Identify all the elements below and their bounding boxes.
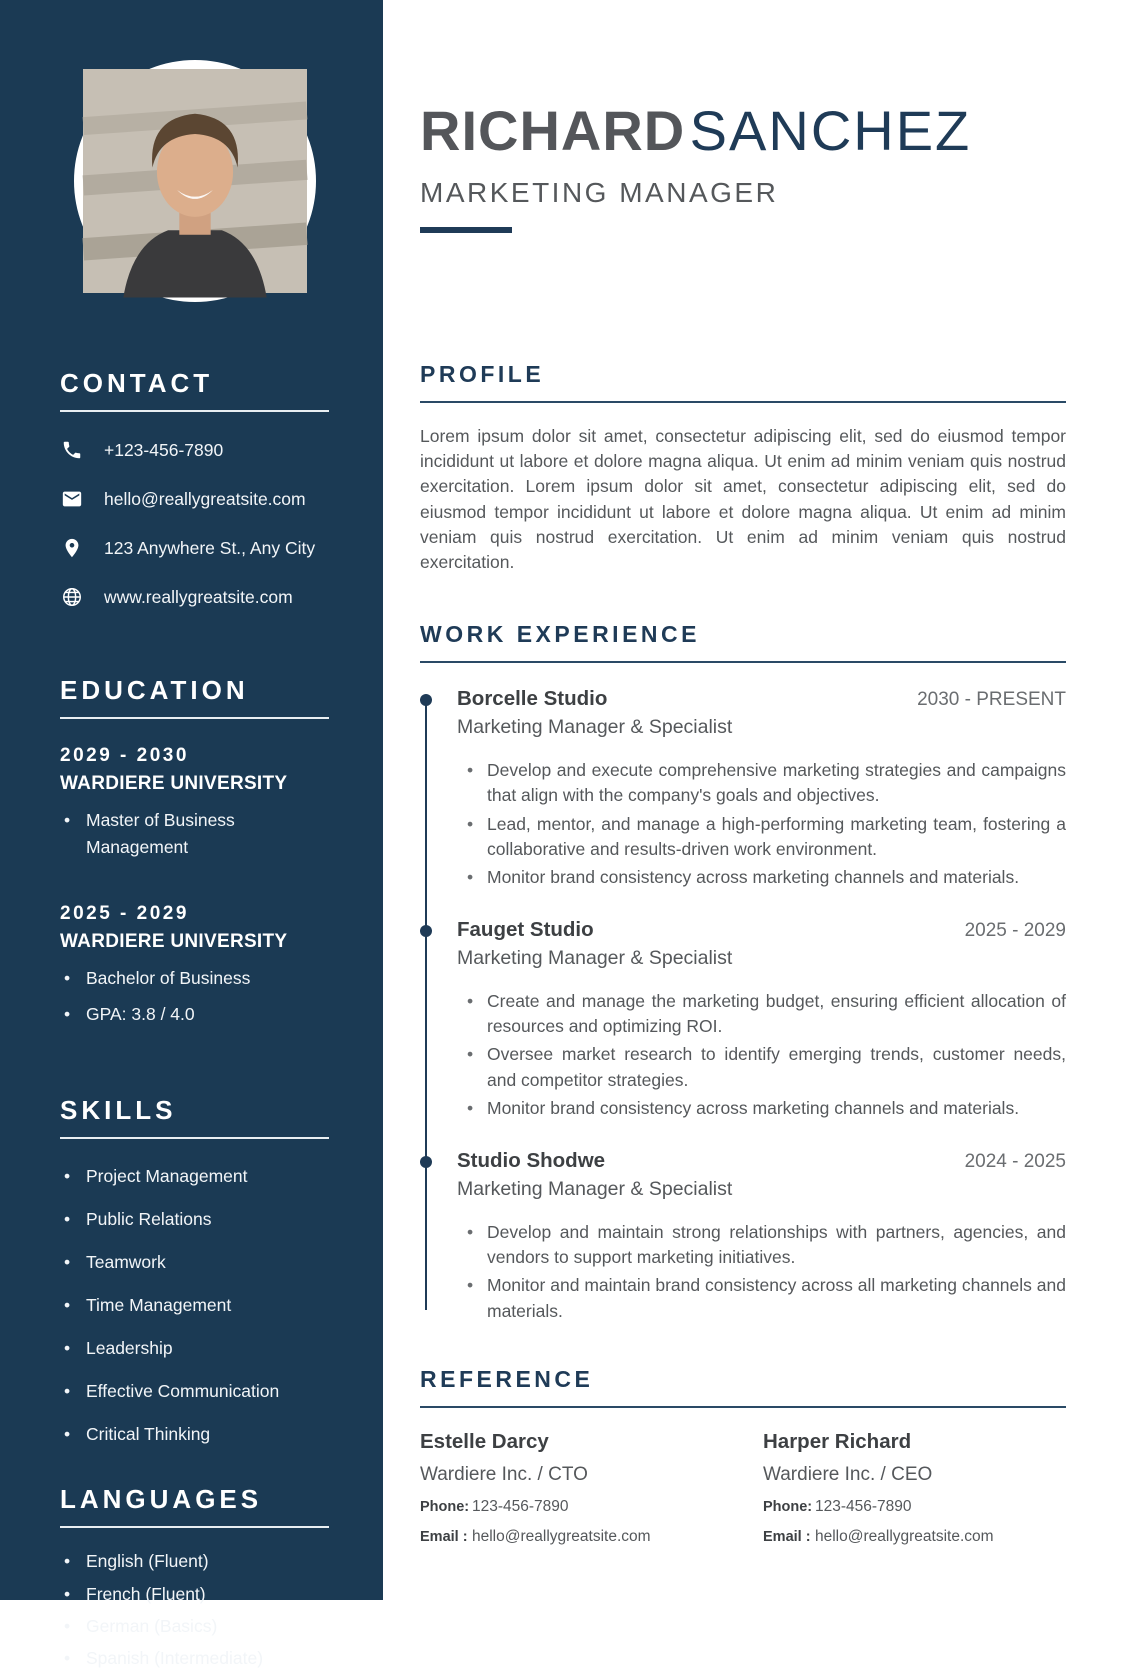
education-entry: [60, 745, 329, 861]
contact-address: 123 Anywhere St., Any City: [104, 537, 316, 558]
job-header: [457, 918, 1066, 942]
contact-row-phone: [60, 438, 329, 462]
reference-person: [763, 1430, 1066, 1546]
job-dates: 2024 - 2025: [964, 1151, 1066, 1172]
education-years: 2025 - 2029: [60, 903, 189, 925]
job-role: Marketing Manager & Specialist: [457, 1178, 733, 1200]
job-role: Marketing Manager & Specialist: [457, 716, 733, 739]
full-name: [420, 98, 1066, 163]
reference-name: Estelle Darcy: [420, 1429, 549, 1453]
company-name: Fauget Studio: [457, 918, 594, 942]
languages-rule: [60, 1526, 329, 1528]
job-bullets: [457, 1220, 1066, 1324]
reference-email-row: [763, 1528, 1066, 1546]
phone-value: 123-456-7890: [815, 1497, 912, 1515]
contact-website: www.reallygreatsite.com: [104, 586, 293, 607]
job-bullet: • Oversee market research to identify emerging trends, customer needs, and competitor strategies.: [465, 1042, 1066, 1092]
contact-row-address: [60, 536, 329, 560]
reference-heading: REFERENCE: [420, 1365, 594, 1392]
job-bullet: • Monitor and maintain brand consistency across all marketing channels and materials.: [465, 1273, 1066, 1323]
job-bullet: • Monitor brand consistency across marketing channels and materials.: [465, 865, 1066, 890]
languages-heading: LANGUAGES: [60, 1484, 263, 1515]
globe-icon: [60, 585, 84, 609]
profile-photo-illustration: [83, 69, 307, 293]
job-entry: [457, 1149, 1066, 1324]
timeline-dot: [420, 1156, 432, 1168]
education-heading: EDUCATION: [60, 675, 249, 705]
contact-phone: +123-456-7890: [104, 439, 224, 460]
job-bullet: • Monitor brand consistency across marketing channels and materials.: [465, 1096, 1066, 1121]
skill-item: • Teamwork: [60, 1249, 329, 1276]
phone-label: Phone:: [763, 1498, 813, 1515]
reference-grid: [420, 1430, 1066, 1546]
timeline-dot: [420, 925, 432, 937]
education-detail: • Bachelor of Business: [60, 965, 329, 992]
education-details: [60, 965, 329, 1028]
job-header: [457, 687, 1066, 711]
job-entry: [457, 687, 1066, 890]
languages-list: [60, 1548, 329, 1672]
language-item: • French (Fluent): [60, 1581, 329, 1608]
email-label: Email :: [763, 1528, 811, 1545]
language-item: • English (Fluent): [60, 1548, 329, 1575]
profile-heading: PROFILE: [420, 361, 545, 387]
main-content: [383, 0, 1131, 1546]
skill-item: • Time Management: [60, 1292, 329, 1319]
contact-row-website: [60, 585, 329, 609]
language-item: • German (Basics): [60, 1613, 329, 1640]
languages-section: [60, 1484, 329, 1672]
skill-item: • Effective Communication: [60, 1378, 329, 1405]
experience-timeline: [420, 687, 1066, 1324]
email-icon: [60, 487, 84, 511]
work-experience-section: [420, 621, 1066, 1324]
reference-rule: [420, 1406, 1066, 1408]
skill-item: • Public Relations: [60, 1206, 329, 1233]
reference-person: [420, 1430, 723, 1546]
education-years: 2029 - 2030: [60, 745, 189, 766]
skill-item: • Critical Thinking: [60, 1421, 329, 1448]
work-experience-rule: [420, 661, 1066, 663]
job-bullet: • Lead, mentor, and manage a high-performing marketing team, fostering a collaborative and results-driven work environment.: [465, 812, 1066, 862]
skill-item: • Project Management: [60, 1163, 329, 1190]
profile-rule: [420, 401, 1066, 403]
contact-row-email: [60, 487, 329, 511]
phone-label: Phone:: [420, 1498, 470, 1515]
job-bullets: [457, 989, 1066, 1121]
profile-text: Lorem ipsum dolor sit amet, consectetur adipiscing elit, sed do eiusmod tempor incididunt ut labore et dolore magna aliqua. Ut enim ad minim veniam quis nostrud exercitation. Lorem ipsum dolor sit amet, consectetur adipiscing elit, sed do eiusmod tempor incididunt ut labore et dolore magna aliqua. Ut enim ad minim veniam quis nostrud exercitation. Ut enim ad minim veniam quis nostrud exercitation.: [420, 426, 1066, 572]
phone-icon: [60, 438, 84, 462]
contact-list: [60, 438, 329, 609]
contact-rule: [60, 410, 329, 412]
job-bullet: • Develop and execute comprehensive marketing strategies and campaigns that align with the company's goals and objectives.: [465, 758, 1066, 808]
job-title: MARKETING MANAGER: [420, 177, 779, 208]
education-entry: [60, 903, 329, 1028]
reference-company: Wardiere Inc. / CTO: [420, 1463, 588, 1485]
contact-heading: CONTACT: [60, 368, 214, 398]
job-entry: [457, 918, 1066, 1121]
reference-email-row: [420, 1528, 723, 1546]
education-school: WARDIERE UNIVERSITY: [60, 931, 288, 953]
skills-list: [60, 1163, 329, 1449]
skill-item: • Leadership: [60, 1335, 329, 1362]
name-block: [420, 0, 1066, 233]
reference-phone-row: [763, 1498, 1066, 1516]
job-bullet: • Create and manage the marketing budget, ensuring efficient allocation of resources and optimizing ROI.: [465, 989, 1066, 1039]
skills-heading: SKILLS: [60, 1094, 177, 1125]
email-label: Email :: [420, 1528, 468, 1545]
job-bullets: [457, 758, 1066, 890]
contact-section: [60, 368, 329, 609]
job-role: Marketing Manager & Specialist: [457, 947, 733, 970]
education-school: WARDIERE UNIVERSITY: [60, 773, 288, 794]
first-name: RICHARD: [420, 99, 686, 162]
profile-section: [420, 361, 1066, 575]
job-dates: 2030 - PRESENT: [917, 689, 1066, 711]
timeline-dot: [420, 694, 432, 706]
reference-phone-row: [420, 1498, 723, 1516]
skills-section: [60, 1095, 329, 1449]
education-rule: [60, 717, 329, 719]
email-value: hello@reallygreatsite.com: [472, 1527, 651, 1545]
sidebar: [0, 0, 383, 1668]
location-icon: [60, 536, 84, 560]
company-name: Studio Shodwe: [457, 1149, 606, 1172]
education-detail: • GPA: 3.8 / 4.0: [60, 1001, 329, 1028]
profile-photo: [74, 60, 316, 302]
education-detail: • Master of Business Management: [60, 807, 329, 861]
skills-rule: [60, 1137, 329, 1139]
language-item: • Spanish (Intermediate): [60, 1645, 329, 1672]
last-name: SANCHEZ: [689, 99, 972, 162]
education-section: [60, 675, 329, 1029]
contact-email: hello@reallygreatsite.com: [104, 488, 306, 509]
timeline-line: [425, 703, 427, 1310]
job-bullet: • Develop and maintain strong relationships with partners, agencies, and vendors to support marketing initiatives.: [465, 1220, 1066, 1270]
reference-name: Harper Richard: [763, 1429, 912, 1453]
education-details: [60, 807, 329, 861]
job-header: [457, 1149, 1066, 1173]
company-name: Borcelle Studio: [457, 687, 608, 711]
email-value: hello@reallygreatsite.com: [815, 1527, 994, 1545]
work-experience-heading: WORK EXPERIENCE: [420, 621, 700, 648]
phone-value: 123-456-7890: [472, 1497, 569, 1515]
reference-company: Wardiere Inc. / CEO: [763, 1463, 933, 1485]
reference-section: [420, 1366, 1066, 1546]
job-dates: 2025 - 2029: [964, 920, 1066, 942]
title-accent-bar: [420, 227, 512, 233]
